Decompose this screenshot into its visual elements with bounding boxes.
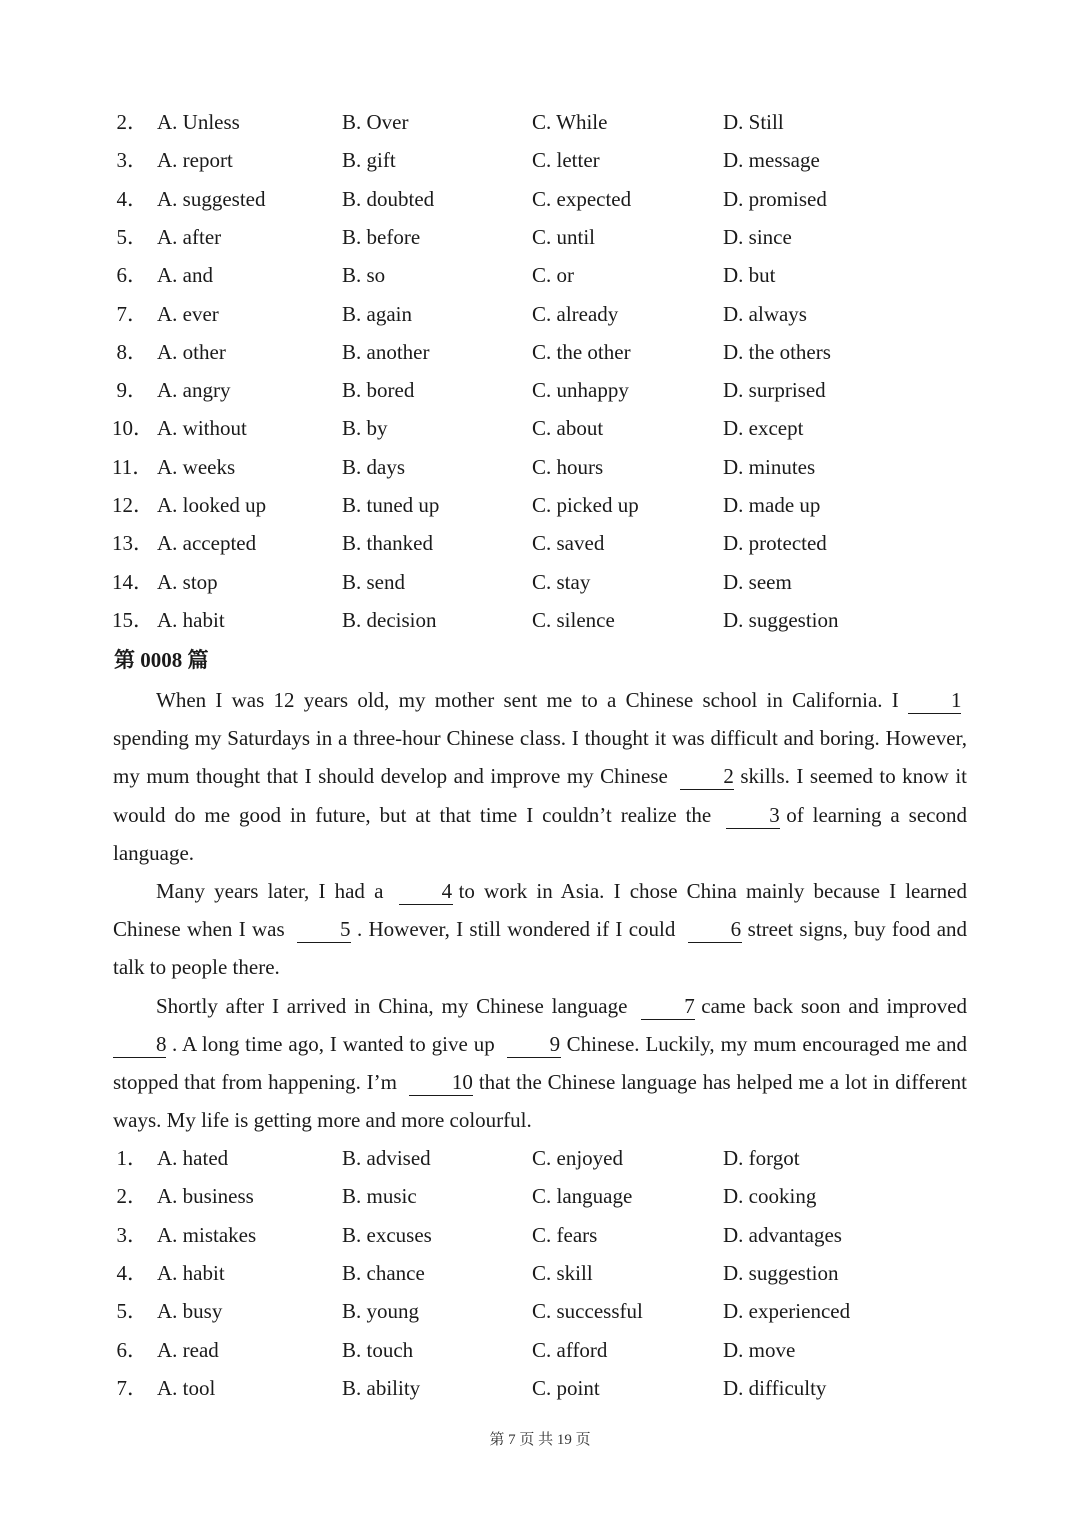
passage-text: to work in Asia. I chose China mainly because I learned Chinese when I was bbox=[113, 879, 968, 942]
option-a: A. business bbox=[157, 1184, 254, 1209]
option-c: C. the other bbox=[532, 339, 631, 364]
question-number: 10． bbox=[112, 416, 154, 441]
option-b: B. touch bbox=[342, 1337, 414, 1362]
option-c: C. silence bbox=[532, 607, 615, 632]
option-d: D. the others bbox=[723, 339, 831, 364]
passage-paragraph-2 bbox=[113, 872, 967, 987]
option-d: D. forgot bbox=[723, 1146, 800, 1170]
passage-paragraph-1 bbox=[113, 681, 967, 872]
option-c: C. hours bbox=[532, 454, 604, 479]
option-d: D. suggestion bbox=[723, 607, 839, 632]
question-row bbox=[0, 141, 1080, 179]
question-row bbox=[0, 295, 1080, 333]
question-number: 9． bbox=[116, 378, 148, 403]
question-row bbox=[0, 486, 1080, 524]
option-c: C. successful bbox=[532, 1299, 643, 1324]
option-a: A. read bbox=[157, 1337, 219, 1362]
option-c: C. saved bbox=[532, 531, 605, 556]
question-number: 11． bbox=[112, 454, 154, 479]
option-d: D. cooking bbox=[723, 1184, 817, 1209]
question-row bbox=[0, 333, 1080, 371]
option-c: C. letter bbox=[532, 148, 600, 173]
option-b: B. days bbox=[342, 454, 405, 479]
option-a: A. weeks bbox=[157, 454, 236, 479]
option-b: B. tuned up bbox=[342, 493, 440, 517]
option-b: B. young bbox=[342, 1299, 420, 1324]
option-a: A. habit bbox=[157, 1260, 225, 1285]
question-number: 4． bbox=[116, 186, 148, 211]
passage-text: Chinese. Luckily, my mum encouraged me and stopped that from happening. I’m bbox=[113, 1031, 968, 1095]
option-c: C. expected bbox=[532, 186, 632, 211]
option-c: C. skill bbox=[532, 1260, 593, 1285]
option-c: C. afford bbox=[532, 1337, 608, 1362]
option-d: D. made up bbox=[723, 493, 821, 517]
blank-9: 9 bbox=[507, 1031, 561, 1058]
option-b: B. so bbox=[342, 263, 386, 288]
option-d: D. advantages bbox=[723, 1222, 842, 1247]
question-number: 6． bbox=[116, 263, 148, 288]
option-c: C. fears bbox=[532, 1222, 598, 1247]
page-footer: 第 7 页 共 19 页 bbox=[489, 1432, 591, 1448]
option-a: A. report bbox=[157, 148, 233, 173]
question-row bbox=[0, 409, 1080, 447]
blank-3: 3 bbox=[726, 802, 780, 829]
question-number: 7． bbox=[116, 1375, 148, 1400]
option-c: C. point bbox=[532, 1375, 600, 1400]
passage-text: Many years later, I had a bbox=[156, 879, 384, 904]
question-number: 7． bbox=[116, 301, 148, 326]
question-number: 15． bbox=[112, 607, 154, 632]
option-d: D. difficulty bbox=[723, 1375, 827, 1400]
option-b: B. ability bbox=[342, 1375, 421, 1400]
option-b: B. gift bbox=[342, 148, 396, 173]
cloze-passage bbox=[113, 681, 967, 1139]
blank-10: 10 bbox=[409, 1069, 473, 1096]
option-d: D. always bbox=[723, 301, 807, 326]
option-b: B. chance bbox=[342, 1260, 425, 1285]
option-c: C. until bbox=[532, 224, 596, 249]
question-row bbox=[0, 563, 1080, 601]
question-number: 6． bbox=[116, 1337, 148, 1362]
question-number: 3． bbox=[116, 148, 148, 173]
question-number: 1． bbox=[116, 1146, 148, 1170]
question-row bbox=[0, 1139, 1080, 1177]
blank-6: 6 bbox=[688, 916, 742, 943]
passage-paragraph-3 bbox=[113, 987, 967, 1140]
question-number: 8． bbox=[116, 339, 148, 364]
option-d: D. promised bbox=[723, 186, 827, 211]
question-number: 4． bbox=[116, 1260, 148, 1285]
option-c: C. While bbox=[532, 110, 608, 134]
option-b: B. by bbox=[342, 416, 388, 441]
blank-4: 4 bbox=[399, 878, 453, 905]
option-d: D. suggestion bbox=[723, 1260, 839, 1285]
option-c: C. already bbox=[532, 301, 619, 326]
option-b: B. thanked bbox=[342, 531, 433, 556]
question-row bbox=[0, 1254, 1080, 1292]
option-b: B. advised bbox=[342, 1146, 431, 1170]
passage-text: skills. I seemed to know it would do me good in future, but at that time I couldn’t realize the bbox=[113, 764, 968, 827]
option-d: D. seem bbox=[723, 569, 792, 594]
question-row bbox=[0, 180, 1080, 218]
question-row bbox=[0, 1216, 1080, 1254]
option-d: D. but bbox=[723, 263, 776, 288]
option-b: B. bored bbox=[342, 378, 415, 403]
option-b: B. send bbox=[342, 569, 405, 594]
option-d: D. experienced bbox=[723, 1299, 851, 1324]
option-a: A. looked up bbox=[157, 493, 267, 517]
question-number: 2． bbox=[116, 1184, 148, 1209]
option-a: A. tool bbox=[157, 1375, 216, 1400]
option-a: A. accepted bbox=[157, 531, 257, 556]
option-b: B. decision bbox=[342, 607, 437, 632]
option-a: A. habit bbox=[157, 607, 225, 632]
question-number: 5． bbox=[116, 1299, 148, 1324]
option-c: C. language bbox=[532, 1184, 633, 1209]
passage-text: of learning a second language. bbox=[113, 802, 967, 865]
blank-1: 1 bbox=[908, 687, 961, 714]
question-row bbox=[0, 448, 1080, 486]
passage-text: Shortly after I arrived in China, my Chinese language bbox=[156, 993, 628, 1018]
question-row bbox=[0, 601, 1080, 639]
option-a: A. busy bbox=[157, 1299, 223, 1324]
option-c: C. picked up bbox=[532, 493, 639, 517]
option-b: B. before bbox=[342, 224, 421, 249]
question-row bbox=[0, 256, 1080, 294]
option-d: D. except bbox=[723, 416, 804, 441]
option-d: D. since bbox=[723, 224, 792, 249]
option-c: C. enjoyed bbox=[532, 1146, 623, 1170]
passage-text: street signs, buy food and talk to people there. bbox=[113, 917, 968, 980]
option-a: A. after bbox=[157, 224, 222, 249]
option-b: B. again bbox=[342, 301, 412, 326]
option-b: B. music bbox=[342, 1184, 417, 1209]
option-a: A. other bbox=[157, 339, 226, 364]
option-d: D. protected bbox=[723, 531, 827, 556]
question-number: 12． bbox=[112, 493, 154, 517]
question-row bbox=[0, 371, 1080, 409]
question-row bbox=[0, 1369, 1080, 1407]
option-d: D. message bbox=[723, 148, 820, 173]
question-row bbox=[0, 1292, 1080, 1330]
question-row bbox=[0, 218, 1080, 256]
question-row bbox=[0, 103, 1080, 141]
question-number: 14． bbox=[112, 569, 154, 594]
option-b: B. Over bbox=[342, 110, 409, 134]
option-c: C. about bbox=[532, 416, 604, 441]
section-heading: 第 0008 篇 bbox=[114, 648, 209, 672]
question-row bbox=[0, 524, 1080, 562]
passage-text: came back soon and improved bbox=[701, 993, 968, 1018]
option-a: A. without bbox=[157, 416, 247, 441]
option-a: A. angry bbox=[157, 378, 231, 403]
question-number: 5． bbox=[116, 224, 148, 249]
option-a: A. Unless bbox=[157, 110, 240, 134]
passage-text: . A long time ago, I wanted to give up bbox=[172, 1031, 495, 1056]
option-b: B. another bbox=[342, 339, 430, 364]
question-row bbox=[0, 1331, 1080, 1369]
option-d: D. move bbox=[723, 1337, 796, 1362]
passage-text: . However, I still wondered if I could bbox=[356, 917, 676, 942]
question-row bbox=[0, 1177, 1080, 1215]
option-d: D. surprised bbox=[723, 378, 826, 403]
option-a: A. hated bbox=[157, 1146, 229, 1170]
passage-text: When I was 12 years old, my mother sent me to a Chinese school in California. I bbox=[156, 688, 899, 712]
blank-7: 7 bbox=[641, 993, 695, 1020]
question-number: 3． bbox=[116, 1222, 148, 1247]
option-a: A. suggested bbox=[157, 186, 266, 211]
option-a: A. mistakes bbox=[157, 1222, 257, 1247]
blank-5: 5 bbox=[297, 916, 351, 943]
option-b: B. doubted bbox=[342, 186, 435, 211]
option-d: D. minutes bbox=[723, 454, 816, 479]
option-a: A. stop bbox=[157, 569, 218, 594]
option-c: C. or bbox=[532, 263, 574, 288]
question-number: 2． bbox=[116, 110, 148, 134]
blank-2: 2 bbox=[680, 763, 734, 790]
question-number: 13． bbox=[112, 531, 154, 556]
option-a: A. and bbox=[157, 263, 213, 288]
option-c: C. unhappy bbox=[532, 378, 629, 403]
option-a: A. ever bbox=[157, 301, 219, 326]
option-d: D. Still bbox=[723, 110, 784, 134]
option-b: B. excuses bbox=[342, 1222, 432, 1247]
blank-8: 8 bbox=[113, 1031, 166, 1058]
passage-text: that the Chinese language has helped me a lot in different ways. My life is getting more and more colourful. bbox=[113, 1070, 967, 1133]
passage-text: spending my Saturdays in a three-hour Chinese class. I thought it was difficult and boring. However, my mum thought that I should develop and improve my Chinese bbox=[113, 726, 967, 789]
option-c: C. stay bbox=[532, 569, 591, 594]
